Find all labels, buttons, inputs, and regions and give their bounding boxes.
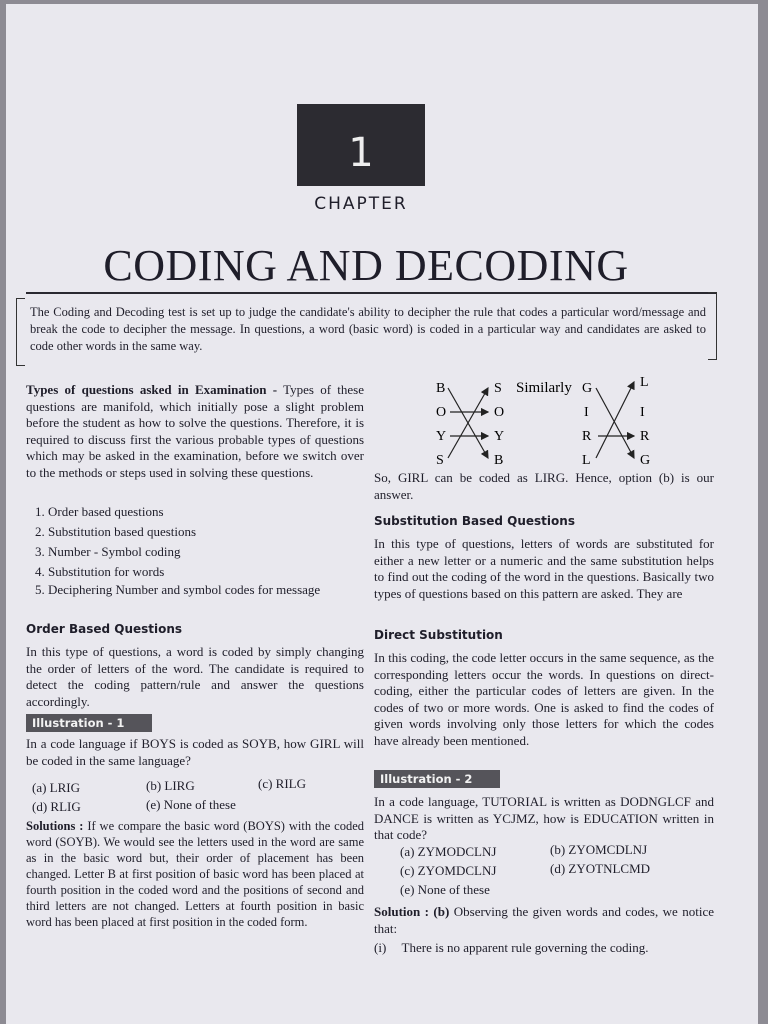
question-types-list — [26, 502, 364, 598]
order-paragraph: In this type of questions, a word is coded by simply changing the order of letters of the word. The candidate is required to detect the coding pattern/rule and answer the questions accordingly. — [26, 644, 364, 709]
diagram-right-to-4: G — [640, 453, 651, 468]
illus2-option-c: (c) ZYOMDCLNJ — [400, 863, 497, 878]
direct-paragraph: In this coding, the code letter occurs in the same sequence, as the corresponding letters occur the words. In questions on direct-coding, either the particular codes of letters are given. In the codes of two or more words. One is asked to find the codes of given words involving only those letters for which the codes have already been mentioned. — [374, 650, 714, 748]
solution-label: Solutions : — [26, 819, 84, 833]
diagram-right-from-1: G — [582, 381, 593, 396]
intro-bracket-right — [708, 292, 717, 360]
diagram-right-to-1: L — [640, 375, 649, 390]
illustration-2-label: Illustration - 2 — [374, 770, 500, 788]
illus1-option-d: (d) RLIG — [32, 799, 81, 814]
illus1-option-a: (a) LRIG — [32, 780, 81, 795]
substitution-paragraph: In this type of questions, letters of words are substituted for either a new letter or a numeric and the same substitution helps to find out the coding of the word in the questions. Basically two types of questions based on this pattern are asked. They are — [374, 536, 714, 601]
illustration-1-tag — [26, 714, 364, 732]
point-text: There is no apparent rule governing the coding. — [401, 940, 649, 955]
title-divider — [26, 292, 716, 294]
solution-2-label: Solution : (b) — [374, 904, 450, 919]
list-item: 2. Substitution based questions — [48, 522, 364, 542]
order-heading: Order Based Questions — [26, 622, 183, 636]
direct-heading: Direct Substitution — [374, 628, 503, 642]
illustration-1-label: Illustration - 1 — [26, 714, 152, 732]
chapter-number-box: 1 — [297, 104, 425, 186]
diagram-right-from-3: R — [582, 429, 592, 444]
illus1-option-c: (c) RILG — [258, 776, 307, 791]
list-item: 1. Order based questions — [48, 502, 364, 522]
illus2-option-a: (a) ZYMODCLNJ — [400, 844, 497, 859]
illustration-1-question: In a code language if BOYS is coded as SOYB, how GIRL will be coded in the same language? — [26, 736, 364, 768]
diagram-right-to-3: R — [640, 429, 650, 444]
illus1-option-e: (e) None of these — [146, 797, 236, 812]
diagram-left-from-2: O — [436, 405, 447, 420]
illustration-2-question: In a code language, TUTORIAL is written as DODNGLCF and DANCE is written as YCJMZ, how is EDUCATION written in that code? — [374, 794, 714, 842]
solution-text: If we compare the basic word (BOYS) with the coded word (SOYB). We would see the letters used in the word are same as in the basic word but, their order of placement has been changed. Letter B at first position of basic word has been placed at fourth position in the coded word and the positions of second and third letters are not changed. Letters at fourth position in basic word has been placed at first position in the coded form. — [26, 819, 365, 929]
diagram-right-to-2: I — [640, 405, 645, 420]
illustration-2-solution — [374, 904, 714, 937]
illus2-option-d: (d) ZYOTNLCMD — [550, 861, 651, 876]
types-paragraph — [26, 382, 364, 481]
point-number: (i) — [374, 940, 387, 955]
diagram-left-from-4: S — [436, 453, 444, 468]
substitution-heading: Substitution Based Questions — [374, 514, 575, 528]
book-page — [6, 4, 758, 1024]
diagram-left-to-1: S — [494, 381, 502, 396]
intro-paragraph: The Coding and Decoding test is set up to judge the candidate's ability to decipher the rule that codes a particular word/message and break the code to decipher the message. In questions, a word (basic word) is coded in a particular way and candidates are asked to code other words in the same way. — [30, 305, 706, 353]
diagram-left-from-1: B — [436, 381, 446, 396]
diagram-left-to-2: O — [494, 405, 505, 420]
illus1-option-b: (b) LIRG — [146, 778, 195, 793]
solution-point-1 — [374, 940, 714, 957]
diagram-right-from-2: I — [584, 405, 589, 420]
diagram-left-to-3: Y — [494, 429, 505, 444]
illus2-option-e: (e) None of these — [400, 882, 490, 897]
conclusion-paragraph: So, GIRL can be coded as LIRG. Hence, option (b) is our answer. — [374, 470, 714, 502]
illustration-2-tag — [374, 770, 714, 788]
list-item: 3. Number - Symbol coding — [48, 542, 364, 562]
diagram-right-from-4: L — [582, 453, 591, 468]
illus2-option-b: (b) ZYOMCDLNJ — [550, 842, 648, 857]
illustration-1-solution — [26, 818, 364, 930]
types-heading: Types of questions asked in Examination - — [26, 382, 278, 397]
solution-2-text: Observing the given words and codes, we notice that: — [374, 904, 715, 936]
list-item: 4. Substitution for words — [48, 562, 364, 582]
chapter-label: CHAPTER — [314, 194, 408, 214]
diagram-left-from-3: Y — [436, 429, 447, 444]
letter-swap-diagram — [424, 372, 724, 472]
chapter-title: CODING AND DECODING — [103, 241, 629, 290]
list-item: 5. Deciphering Number and symbol codes for message — [48, 582, 364, 598]
intro-bracket-left — [16, 298, 25, 366]
similarly-label: Similarly — [516, 380, 572, 396]
types-text: Types of these questions are manifold, which initially pose a slight problem before the student as how to solve the questions. Therefore, it is required to discuss first the various probable types of questions which may be asked in the examination, before we switch over to the methods or steps used in solving these questions. — [26, 382, 364, 480]
diagram-left-to-4: B — [494, 453, 504, 468]
